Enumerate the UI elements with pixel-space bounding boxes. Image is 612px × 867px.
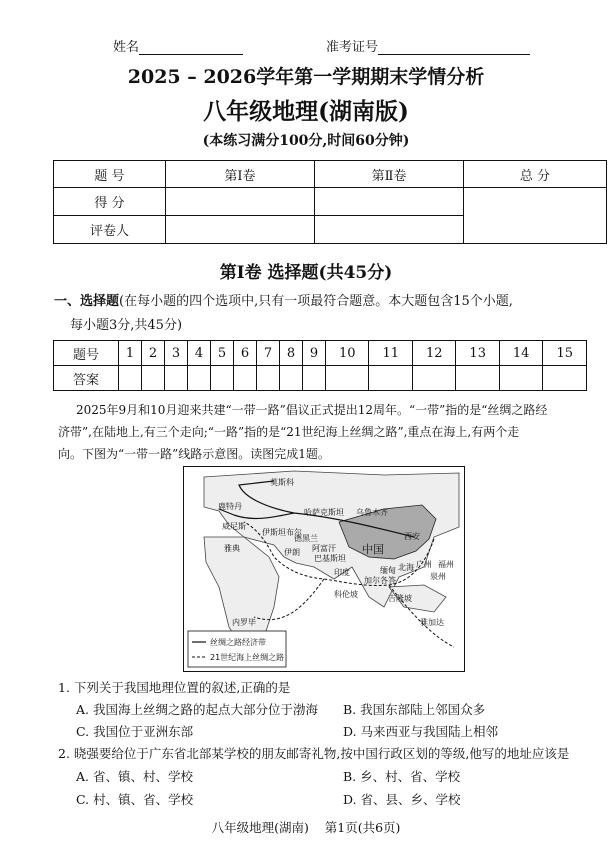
answer-cell[interactable] bbox=[165, 366, 188, 391]
map-label-istanbul: 伊斯坦布尔 bbox=[262, 528, 302, 537]
answer-table-question-number: 10 bbox=[326, 341, 369, 366]
answer-cell[interactable] bbox=[326, 366, 369, 391]
answer-cell[interactable] bbox=[369, 366, 412, 391]
question-1-option-c[interactable]: C. 我国位于亚洲东部 bbox=[76, 724, 194, 739]
question-1-option-d[interactable]: D. 马来西亚与我国陆上相邻 bbox=[343, 724, 499, 739]
instruction-line1: (在每小题的四个选项中,只有一项最符合题意。本大题包含15个小题, bbox=[119, 294, 513, 309]
answer-table-label-answer: 答案 bbox=[54, 366, 119, 391]
answer-table-question-number: 9 bbox=[303, 341, 326, 366]
map-label-china: 中国 bbox=[362, 543, 384, 556]
question-2-option-c[interactable]: C. 村、镇、省、学校 bbox=[76, 792, 194, 807]
passage-line-1: 2025年9月和10月迎来共建“一带一路”倡议正式提出12周年。“一带”指的是“丝绸之路经 bbox=[76, 403, 548, 417]
map-label-beihai: 北海 bbox=[398, 563, 414, 572]
map-label-pakistan: 巴基斯坦 bbox=[314, 554, 346, 563]
grader-cell[interactable] bbox=[166, 216, 315, 244]
answer-cell[interactable] bbox=[456, 366, 499, 391]
score-header-part1: 第Ⅰ卷 bbox=[166, 161, 315, 188]
map-label-afghanistan: 阿富汗 bbox=[312, 544, 336, 553]
answer-table-question-number: 11 bbox=[369, 341, 412, 366]
page-footer: 八年级地理(湖南) 第1页(共6页) bbox=[211, 820, 401, 835]
answer-cell[interactable] bbox=[303, 366, 326, 391]
map-label-india: 印度 bbox=[334, 568, 350, 577]
question-1-option-b[interactable]: B. 我国东部陆上邻国众多 bbox=[343, 702, 486, 717]
score-header-no: 题 号 bbox=[54, 161, 166, 188]
answer-table-question-number: 2 bbox=[142, 341, 165, 366]
map-label-quanzhou: 泉州 bbox=[430, 572, 446, 581]
name-field bbox=[113, 36, 243, 55]
answer-table-question-number: 13 bbox=[456, 341, 499, 366]
map-label-moscow: 莫斯科 bbox=[270, 478, 294, 487]
map-label-kolkata: 加尔各答 bbox=[364, 576, 396, 585]
score-table bbox=[53, 160, 607, 244]
subject-title: 八年级地理(湖南版) bbox=[203, 98, 409, 125]
section-instruction bbox=[54, 290, 610, 309]
legend-label-road: 21世纪海上丝绸之路 bbox=[210, 653, 285, 662]
answer-table-question-number: 12 bbox=[412, 341, 455, 366]
answer-cell[interactable] bbox=[257, 366, 280, 391]
answer-table-question-number: 15 bbox=[543, 341, 587, 366]
question-2-option-b[interactable]: B. 乡、村、省、学校 bbox=[343, 769, 461, 784]
map-label-colombo: 科伦坡 bbox=[334, 590, 358, 599]
map-label-tehran: 德黑兰 bbox=[294, 534, 318, 543]
map-label-myanmar: 缅甸 bbox=[380, 566, 396, 575]
passage-line-3: 向。下图为“一带一路”线路示意图。读图完成1题。 bbox=[58, 447, 330, 461]
answer-table-question-number: 4 bbox=[188, 341, 211, 366]
answer-table-question-number: 3 bbox=[165, 341, 188, 366]
map-label-kuala-lumpur: 吉隆坡 bbox=[388, 594, 412, 603]
exam-id-label: 准考证号 bbox=[326, 40, 379, 55]
answer-cell[interactable] bbox=[499, 366, 542, 391]
instruction-line2: 每小题3分,共45分) bbox=[70, 318, 183, 333]
exam-note: (本练习满分100分,时间60分钟) bbox=[202, 133, 410, 149]
score-cell[interactable] bbox=[315, 188, 464, 216]
map-label-venice: 威尼斯 bbox=[222, 522, 246, 531]
answer-table-question-number: 7 bbox=[257, 341, 280, 366]
answer-cell[interactable] bbox=[412, 366, 455, 391]
map-label-kazakhstan: 哈萨克斯坦 bbox=[304, 508, 344, 517]
question-2-stem: 2. 晓强要给位于广东省北部某学校的朋友邮寄礼物,按中国行政区划的等级,他写的地址应该是 bbox=[58, 746, 570, 761]
answer-table-question-number: 1 bbox=[119, 341, 142, 366]
answer-table-question-number: 8 bbox=[280, 341, 303, 366]
legend-label-belt: 丝绸之路经济带 bbox=[210, 638, 266, 647]
instruction-head: 一、选择题 bbox=[54, 294, 120, 309]
map-label-rotterdam: 鹿特丹 bbox=[218, 502, 242, 511]
section-title: 第Ⅰ卷 选择题(共45分) bbox=[219, 263, 393, 283]
name-line[interactable] bbox=[139, 40, 243, 55]
answer-cell[interactable] bbox=[280, 366, 303, 391]
answer-cell[interactable] bbox=[211, 366, 234, 391]
question-2-option-d[interactable]: D. 省、县、乡、学校 bbox=[343, 792, 461, 807]
score-header-total: 总 分 bbox=[464, 161, 607, 188]
answer-table-question-number: 5 bbox=[211, 341, 234, 366]
belt-road-map bbox=[183, 466, 465, 672]
answer-cell[interactable] bbox=[543, 366, 587, 391]
exam-id-line[interactable] bbox=[378, 40, 530, 55]
answer-cell[interactable] bbox=[119, 366, 142, 391]
answer-table-question-number: 6 bbox=[234, 341, 257, 366]
map-label-jakarta: 雅加达 bbox=[420, 618, 444, 627]
score-header-part2: 第Ⅱ卷 bbox=[315, 161, 464, 188]
exam-title: 2025 – 2026学年第一学期期末学情分析 bbox=[127, 66, 485, 88]
passage-line-2: 济带”,在陆地上,有三个走向;“一路”指的是“21世纪海上丝绸之路”,重点在海上,有两个走 bbox=[58, 425, 520, 439]
question-1-stem: 1. 下列关于我国地理位置的叙述,正确的是 bbox=[58, 680, 291, 695]
map-label-xian: 西安 bbox=[404, 532, 420, 541]
map-label-fuzhou: 福州 bbox=[438, 560, 454, 569]
answer-cell[interactable] bbox=[142, 366, 165, 391]
answer-table-question-number: 14 bbox=[499, 341, 542, 366]
map-label-nairobi: 内罗毕 bbox=[232, 618, 256, 627]
answer-table bbox=[53, 340, 587, 391]
exam-id-field bbox=[326, 36, 530, 55]
map-label-athens: 雅典 bbox=[224, 544, 240, 553]
map-label-iran: 伊朗 bbox=[284, 548, 300, 557]
grader-cell[interactable] bbox=[315, 216, 464, 244]
answer-cell[interactable] bbox=[234, 366, 257, 391]
answer-cell[interactable] bbox=[188, 366, 211, 391]
score-cell[interactable] bbox=[166, 188, 315, 216]
question-2-option-a[interactable]: A. 省、镇、村、学校 bbox=[76, 769, 193, 784]
map-label-urumqi: 乌鲁木齐 bbox=[356, 508, 388, 517]
name-label: 姓名 bbox=[113, 40, 140, 55]
map-label-guangzhou: 广州 bbox=[416, 560, 432, 569]
total-cell[interactable] bbox=[464, 188, 607, 244]
grader-row-label: 评卷人 bbox=[54, 216, 166, 244]
score-row-label: 得 分 bbox=[54, 188, 166, 216]
question-1-option-a[interactable]: A. 我国海上丝绸之路的起点大部分位于渤海 bbox=[76, 702, 318, 717]
answer-table-label-no: 题号 bbox=[54, 341, 119, 366]
